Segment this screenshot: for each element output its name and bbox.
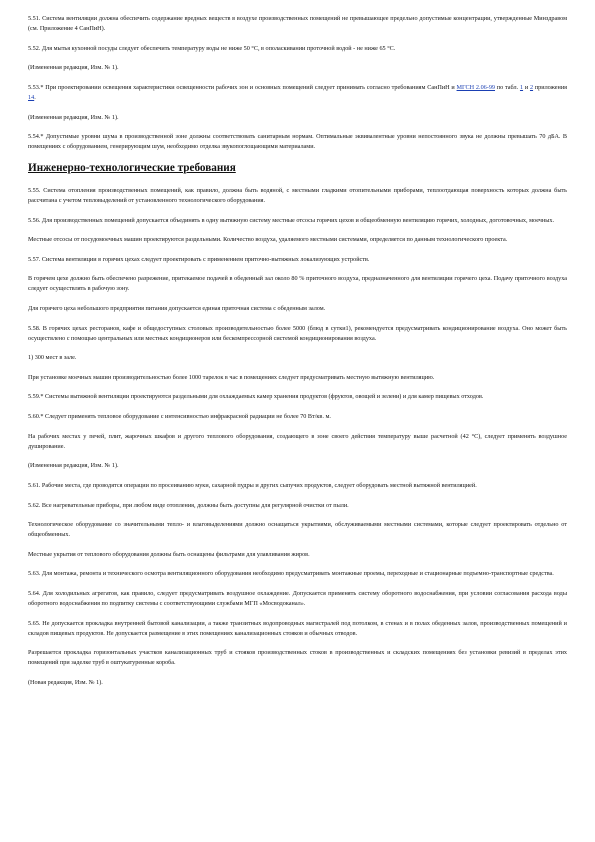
clause-5-65: 5.65. Не допускается прокладка внутренней бытовой канализации, а также транзитных водопроводных магистралей под потолком, в стенах и в полах обеденных залов, производственных помещений и складов пищевых продуктов. Не допускается размещение в этих помещениях канализационных стояков и обычных отводов.: [28, 619, 567, 637]
clause-5-62: 5.62. Все нагревательные приборы, при любом виде отопления, должны быть доступны для регулярной очистки от пыли.: [28, 501, 349, 509]
clause-5-60: 5.60.* Следует применять тепловое оборудование с интенсивностью инфракрасной радиации не более 70 Вт/кв. м.: [28, 413, 331, 421]
paragraph: Местные отсосы от посудомоечных машин проектируются раздельными. Количество воздуха, удаляемого местными системами, определяется по данным технологического проекта.: [28, 236, 508, 244]
amendment-note: (Новая редакция, Изм. № 1).: [28, 679, 103, 687]
paragraph: При установке моечных машин производительностью более 1000 тарелок в час в помещениях следует предусматривать местную вытяжную вентиляцию.: [28, 373, 435, 381]
paragraph: Для горячего цеха небольшого предприятия питания допускается единая приточная система с обеденным залом.: [28, 305, 326, 312]
clause-5-53: 5.53.* При проектировании освещения характеристики освещенности рабочих зон и основных помещений следует принимать согласно требованиям СанПиН и МГСН 2.06-99 по табл. 1 и 2 приложения 14.: [28, 83, 568, 101]
clause-5-58: 5.58. В горячих цехах ресторанов, кафе и общедоступных столовых производительностью более 5000 (блюд в сутки1), рекомендуется предусматривать кондиционирование воздуха. Оно может быть осуществлено с помощью центральных или местных кондиционеров или бескомпрессорной системой кондиционирования воздуха.: [28, 324, 567, 342]
paragraph: Разрешается прокладка горизонтальных участков канализационных труб и стояков производственных стоков в производственных и складских помещениях без установки ревизий в пределах этих помещений при заделке труб в оштукатуренные короба.: [28, 649, 567, 667]
clause-5-59: 5.59.* Системы вытяжной вентиляции проектируются раздельными для охлаждаемых камер хранения продуктов (фруктов, овощей и зелени) и для камер пищевых отходов.: [28, 393, 484, 401]
footnote: 1) 300 мест в зале.: [28, 354, 77, 362]
section-heading: Инженерно-технологические требования: [28, 161, 236, 174]
amendment-note: (Измененная редакция, Изм. № 1).: [28, 64, 119, 72]
clause-5-61: 5.61. Рабочие места, где проводятся операции по просеиванию муки, сахарной пудры и других сыпучих продуктов, следует оборудовать местной вытяжной вентиляцией.: [28, 481, 477, 489]
paragraph: Технологическое оборудование со значительными тепло- и влаговыделениями должно оснащаться укрытиями, обслуживаемыми местными системами, которые следует проектировать отдельно от общеобменных.: [28, 521, 567, 539]
amendment-note: (Измененная редакция, Изм. № 1).: [28, 113, 119, 121]
paragraph: Местные укрытия от теплового оборудования должны быть оснащены фильтрами для улавливания жиров.: [28, 550, 310, 558]
clause-5-53-text: 5.53.* При проектировании освещения характеристики освещенности рабочих зон и основных помещений следует принимать согласно требованиям СанПиН и: [28, 83, 457, 91]
link-appendix-14[interactable]: 14: [28, 93, 35, 101]
clause-5-63: 5.63. Для монтажа, ремонта и технического осмотра вентиляционного оборудования необходимо предусматривать монтажные проемы, переходные и стационарные подъемно-транспортные средства.: [28, 570, 554, 578]
link-table-2[interactable]: 2: [529, 83, 534, 91]
link-mgsn[interactable]: МГСН 2.06-99: [456, 83, 496, 91]
clause-5-51: 5.51. Система вентиляции должна обеспечить содержание вредных веществ в воздухе производственных помещений не превышающее предельно допустимые концентрации, утвержденные Минздравом (см. Приложение 4 СанПиН).: [28, 15, 567, 33]
clause-5-57: 5.57. Система вентиляции в горячих цехах следует проектировать с применением приточно-вытяжных локализующих устройств.: [28, 255, 370, 263]
clause-5-54: 5.54.* Допустимые уровни шума в производственной зоне должны соответствовать санитарным нормам. Оптимальные эквивалентные уровни непостоянного звука не должны превышать 70 дБА. В помещениях с оборудованием, генерирующим шум, необходимо отделка звукопоглощающими материалами.: [28, 133, 567, 151]
paragraph: В горячем цехе должно быть обеспечено разрежение, притекаемое подачей в обеденный зал около 80 % приточного воздуха, предназначенного для вентиляции горячего цеха. Подачу приточного воздуха следует осуществлять в рабочую зону.: [28, 275, 567, 293]
clause-5-55: 5.55. Система отопления производственных помещений, как правило, должна быть водяной, с местными гладкими отопительными приборами, теплоотдающая поверхность которых должна быть рассчитана с учетом тепловыделений от установленного технологического оборудования.: [28, 186, 567, 204]
clause-5-52: 5.52. Для мытья кухонной посуды следует обеспечить температуру воды не ниже 50 °С, в ополаскивании проточной водой - не ниже 65 °С.: [28, 44, 396, 52]
amendment-note: (Измененная редакция, Изм. № 1).: [28, 462, 119, 470]
clause-5-64: 5.64. Для холодильных агрегатов, как правило, следует предусматривать воздушное охлаждение. Допускается применять систему оборотного водоснабжения, при условии согласования расхода воды оборотного водоснабжения по подпитку системы с соответствующими службами МГП «Мосводоканал».: [28, 590, 567, 608]
clause-5-56: 5.56. Для производственных помещений допускается объединять в одну вытяжную систему местные отсосы горячих цехов и общеобменную вентиляцию горячих, холодных, доготовочных, моечных.: [28, 216, 555, 224]
link-table-1[interactable]: 1: [519, 83, 524, 91]
paragraph: На рабочих местах у печей, плит, жарочных шкафов и другого теплового оборудования, создающего в зоне своего действия температуру выше расчетной (42 °С), следует применять воздушное душирование.: [28, 432, 567, 450]
